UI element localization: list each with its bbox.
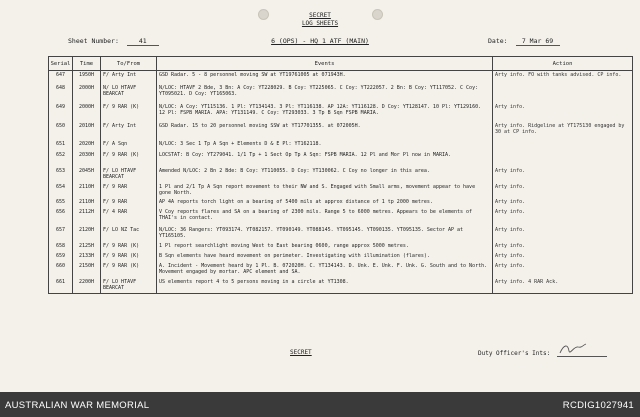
table-row (49, 167, 633, 183)
row-events: AP 4A reports torch light on a bearing of 5400 mils at approx distance of 1 tp 2000 metres. (157, 198, 493, 208)
row-time: 2200H (73, 278, 101, 294)
row-time: 2150H (73, 262, 101, 278)
row-time: 2045H (73, 167, 101, 183)
row-time: 2112H (73, 208, 101, 226)
row-to-from: F/ LO HTAVF BEARCAT (101, 167, 157, 183)
sheet-number-value: 41 (127, 37, 159, 46)
column-header: Serial (49, 57, 73, 71)
row-action: Arty info. Ridgeline at YT175130 engaged by 30 at CP info. (493, 122, 633, 140)
table-row (49, 140, 633, 151)
row-action: Arty info. 4 RAR Ack. (493, 278, 633, 294)
row-serial: 661 (49, 278, 73, 294)
table-row (49, 84, 633, 103)
row-events: US elements report 4 to 5 persons moving in a circle at YT1308. (157, 278, 493, 294)
row-serial: 658 (49, 242, 73, 252)
punch-hole (258, 9, 269, 20)
row-action: Arty info. (493, 103, 633, 122)
row-to-from: F/ 4 RAR (101, 208, 157, 226)
row-action: Arty info. (493, 226, 633, 242)
column-header: Time (73, 57, 101, 71)
row-time: 2133H (73, 252, 101, 262)
row-to-from: F/ 9 RAR (101, 198, 157, 208)
row-serial: 656 (49, 208, 73, 226)
column-header: Events (157, 57, 493, 71)
row-events: GSD Radar. 15 to 20 personnel moving SSW at YT17701355. at 072005H. (157, 122, 493, 140)
date-label: Date: (488, 37, 508, 45)
sheet-number-field (68, 37, 159, 46)
row-to-from: N/ LO HTAVF BEARCAT (101, 84, 157, 103)
row-serial: 657 (49, 226, 73, 242)
row-action: Arty info. (493, 262, 633, 278)
table-row (49, 278, 633, 294)
row-serial: 655 (49, 198, 73, 208)
row-action: Arty info. (493, 183, 633, 198)
table-row (49, 71, 633, 84)
unit-title: 6 (OPS) - HQ 1 ATF (MAIN) (271, 37, 369, 45)
row-time: 2030H (73, 151, 101, 167)
archive-name: AUSTRALIAN WAR MEMORIAL (5, 400, 150, 411)
row-action: Arty info. (493, 208, 633, 226)
table-row (49, 183, 633, 198)
table-row (49, 208, 633, 226)
row-time: 2110H (73, 198, 101, 208)
classification-top: SECRET (309, 12, 331, 19)
archive-banner (0, 392, 640, 417)
row-action: Arty info. (493, 198, 633, 208)
row-serial: 659 (49, 252, 73, 262)
row-serial: 654 (49, 183, 73, 198)
archive-reference: RCDIG1027941 (562, 400, 634, 411)
row-events: LOCSTAT: B Coy: YT279041. 1/1 Tp + 1 Sect Op Tp A Sqn: FSPB MARIA. 12 Pl and Mor Pl now in MARIA. (157, 151, 493, 167)
row-time: 1950H (73, 71, 101, 84)
row-events: A. Incident - Movement heard by 1 Pl. B. 072020H. C. YT134143. D. Unk. E. Unk. F. Unk. G. South and to North. Movement engaged by mortar. APC element and SA. (157, 262, 493, 278)
row-action: Arty info. FO with tanks advised. CP info. (493, 71, 633, 84)
date-field (488, 37, 560, 46)
row-events: N/LOC: A Coy: YT115136. 1 Pl: YT134143. 3 Pl: YT116138. AP 12A: YT116128. D Coy: YT128147. 10 Pl: YT129160. 12 Pl: FSPB MARIA. APA: YT131149. C Coy: YT293033. 3 Tp B Sqn FSPB MARIA. (157, 103, 493, 122)
row-events: 1 Pl report searchlight moving West to East bearing 0600, range approx 5000 metres. (157, 242, 493, 252)
table-row (49, 252, 633, 262)
row-serial: 647 (49, 71, 73, 84)
row-action (493, 84, 633, 103)
log-title: LOG SHEETS (301, 20, 339, 27)
row-action: Arty info. (493, 167, 633, 183)
row-serial: 648 (49, 84, 73, 103)
table-row (49, 103, 633, 122)
table-row (49, 198, 633, 208)
table-row (49, 122, 633, 140)
row-events: 1 Pl and 2/1 Tp A Sqn report movement to their NW and S. Engaged with Small arms, movement appear to have gone North. (157, 183, 493, 198)
row-events: N/LOC: 3 Sec 1 Tp A Sqn + Elements D & E Pl: YT162118. (157, 140, 493, 151)
row-time: 2000H (73, 84, 101, 103)
row-time: 2125H (73, 242, 101, 252)
table-header-row (49, 57, 633, 71)
row-to-from: F/ A Sqn (101, 140, 157, 151)
row-to-from: F/ 9 RAR (K) (101, 242, 157, 252)
row-events: N/LOC: HTAVF 2 Bde, 3 Bn: A Coy: YT228029. B Coy: YT225065. C Coy: YT222057. 2 Bn: B Coy: YT117052. C Coy: YT095021. D Coy: YT165063. (157, 84, 493, 103)
log-table (48, 56, 633, 294)
table-row (49, 242, 633, 252)
row-to-from: F/ 9 RAR (K) (101, 262, 157, 278)
row-events: B Sqn elements have heard movement on perimeter. Investigating with illumination (flares). (157, 252, 493, 262)
classification-bottom: SECRET (290, 349, 312, 356)
row-serial: 652 (49, 151, 73, 167)
row-to-from: F/ 9 RAR (K) (101, 103, 157, 122)
row-time: 2020H (73, 140, 101, 151)
row-to-from: F/ LO HTAVF BEARCAT (101, 278, 157, 294)
row-action: Arty info. (493, 242, 633, 252)
row-to-from: F/ LO NZ Tac (101, 226, 157, 242)
row-events: N/LOC: 36 Rangers: YT093174. YT082157. YT090149. YT088145. YT095145. YT090135. YT095135. Sector AP at YT165105. (157, 226, 493, 242)
table-row (49, 262, 633, 278)
sheet-number-label: Sheet Number: (68, 37, 119, 45)
row-serial: 653 (49, 167, 73, 183)
duty-officer-signature (558, 342, 588, 356)
row-serial: 651 (49, 140, 73, 151)
log-table-body (49, 71, 633, 294)
row-action (493, 151, 633, 167)
row-events: GSD Radar. 5 - 8 personnel moving SW at YT19761005 at 071943H. (157, 71, 493, 84)
date-value: 7 Mar 69 (516, 37, 560, 46)
row-events: Amended N/LOC: 2 Bn 2 Bde: B Coy: YT110055. D Coy: YT130062. C Coy no longer in this area. (157, 167, 493, 183)
row-action (493, 140, 633, 151)
row-events: V Coy reports flares and SA on a bearing of 2300 mils. Range 5 to 6000 metres. Appears to be elements of THAI's in contact. (157, 208, 493, 226)
table-row (49, 151, 633, 167)
duty-officer-label: Duty Officer's Ints: (478, 350, 551, 357)
row-to-from: F/ 9 RAR (101, 183, 157, 198)
row-serial: 649 (49, 103, 73, 122)
row-time: 2120H (73, 226, 101, 242)
row-to-from: F/ 9 RAR (K) (101, 151, 157, 167)
row-serial: 650 (49, 122, 73, 140)
row-time: 2010H (73, 122, 101, 140)
column-header: Action (493, 57, 633, 71)
row-time: 2000H (73, 103, 101, 122)
table-row (49, 226, 633, 242)
row-to-from: F/ Arty Int (101, 71, 157, 84)
row-time: 2110H (73, 183, 101, 198)
row-serial: 660 (49, 262, 73, 278)
row-to-from: F/ 9 RAR (K) (101, 252, 157, 262)
row-action: Arty info. (493, 252, 633, 262)
column-header: To/From (101, 57, 157, 71)
punch-hole (372, 9, 383, 20)
row-to-from: F/ Arty Int (101, 122, 157, 140)
